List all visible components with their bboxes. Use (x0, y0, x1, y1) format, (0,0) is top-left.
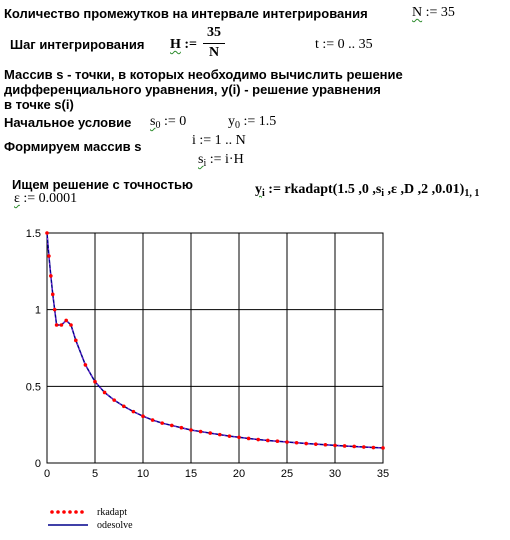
rkadapt-point (352, 445, 356, 449)
rkadapt-point (132, 410, 136, 414)
rkadapt-point (266, 439, 270, 443)
rkadapt-point (45, 231, 49, 235)
n-definition[interactable]: N := 35 (412, 5, 455, 20)
legend-odesolve-label: odesolve (97, 520, 133, 531)
rkadapt-point (151, 418, 155, 422)
h-numerator: 35 (207, 25, 221, 40)
x-tick-label: 0 (43, 468, 51, 480)
x-tick-label: 15 (184, 468, 198, 480)
rkadapt-point (304, 442, 308, 446)
rkadapt-point (93, 380, 97, 384)
s0-definition[interactable]: $s_0$ := 0 (150, 114, 187, 131)
rkadapt-point (199, 430, 203, 434)
rkadapt-point (84, 363, 88, 367)
rkadapt-point (228, 434, 232, 438)
rkadapt-point (362, 445, 366, 449)
h-variable: H (170, 37, 181, 52)
rkadapt-point (276, 439, 280, 443)
rkadapt-point (51, 293, 55, 297)
rkadapt-point (324, 443, 328, 447)
rkadapt-point (49, 274, 53, 278)
h-denominator: N (208, 45, 220, 60)
search-precision-label: Ищем решение с точностью (12, 177, 194, 192)
plot-frame (47, 233, 383, 463)
rkadapt-point (295, 441, 299, 445)
rkadapt-point (74, 339, 78, 343)
x-tick-label: 30 (328, 468, 342, 480)
rkadapt-point (247, 437, 251, 441)
intervals-count-label: Количество промежутков на интервале интегрирования (4, 6, 368, 21)
legend-rkadapt-marker (80, 510, 84, 514)
legend-rkadapt-marker (56, 510, 60, 514)
i-range-definition[interactable]: i := 1 .. N (192, 133, 246, 148)
rkadapt-point (372, 446, 376, 450)
x-tick-label: 5 (91, 468, 99, 480)
h-definition[interactable]: H := (170, 37, 198, 52)
t-range-definition[interactable]: t := 0 .. 35 (315, 37, 373, 52)
odesolve-line (47, 233, 383, 448)
y-tick-label: 0 (34, 458, 41, 470)
y0-definition[interactable]: $y_0$ := 1.5 (228, 114, 277, 131)
rkadapt-point (285, 440, 289, 444)
rkadapt-point (381, 446, 385, 450)
rkadapt-point (333, 444, 337, 448)
array-description-line2: дифференциального уравнения, y(i) - решение уравнения (4, 82, 381, 97)
initial-condition-label: Начальное условие (4, 115, 132, 130)
step-label: Шаг интегрирования (10, 37, 145, 52)
rkadapt-point (189, 428, 193, 432)
yi-rkadapt-definition[interactable]: $y_i$ := rkadapt(1.5 ,0 $,s_i$ ,ε ,D ,2 $,0.01)_{1, 1}$ (255, 182, 480, 199)
rkadapt-point (60, 323, 64, 327)
legend-rkadapt-marker (50, 510, 54, 514)
rkadapt-point (218, 433, 222, 437)
rkadapt-point (237, 435, 241, 439)
x-tick-label: 10 (136, 468, 150, 480)
y-tick-label: 0.5 (25, 381, 41, 394)
rkadapt-point (208, 431, 212, 435)
y-tick-label: 1.5 (25, 228, 41, 240)
array-description-line1: Массив s - точки, в которых необходимо вычислить решение (4, 67, 403, 82)
rkadapt-point (170, 424, 174, 428)
rkadapt-point (53, 308, 57, 312)
legend-rkadapt-marker (62, 510, 66, 514)
rkadapt-point (343, 444, 347, 448)
x-tick-label: 20 (232, 468, 246, 480)
form-array-label: Формируем массив s (4, 139, 142, 154)
rkadapt-point (160, 421, 164, 425)
rkadapt-point (55, 323, 59, 327)
y-tick-label: 1 (34, 304, 41, 317)
rkadapt-line (47, 233, 383, 448)
legend-rkadapt-marker (74, 510, 78, 514)
n-variable: N (412, 5, 423, 20)
array-description-line3: в точке s(i) (4, 97, 74, 112)
rkadapt-point (112, 398, 116, 402)
si-definition[interactable]: $s_i$ := i·H (198, 152, 244, 169)
rkadapt-point (314, 442, 318, 446)
rkadapt-point (64, 319, 68, 323)
epsilon-definition[interactable]: ε := 0.0001 (14, 191, 78, 206)
rkadapt-point (47, 254, 51, 258)
rkadapt-point (103, 391, 107, 395)
rkadapt-point (122, 404, 126, 408)
rkadapt-point (141, 414, 145, 418)
legend-rkadapt-marker (68, 510, 72, 514)
rkadapt-point (69, 323, 73, 327)
legend-rkadapt-label: rkadapt (97, 507, 127, 518)
rkadapt-point (256, 438, 260, 442)
rkadapt-point (180, 426, 184, 430)
x-tick-label: 35 (376, 468, 390, 480)
x-tick-label: 25 (280, 468, 294, 480)
